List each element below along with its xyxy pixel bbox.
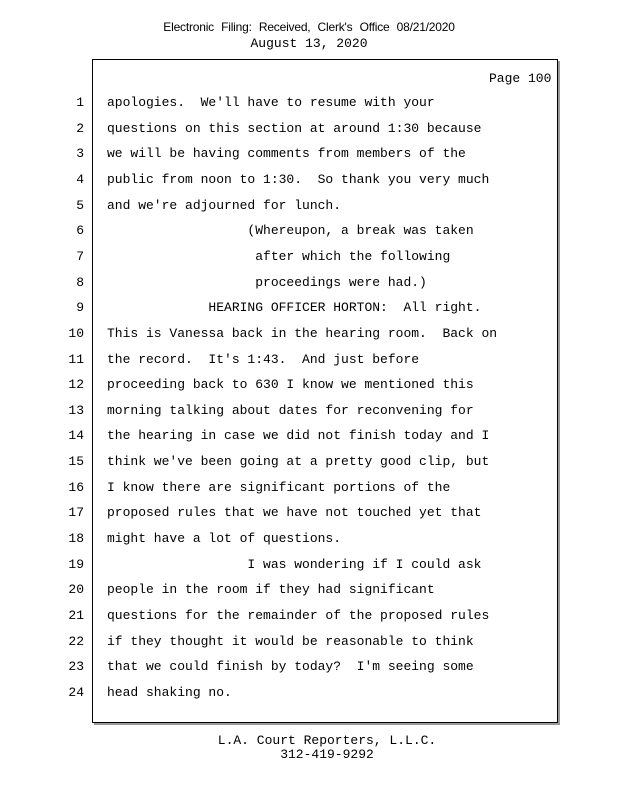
line-text: proceedings were had.)	[107, 275, 427, 290]
footer-phone: 312-419-9292	[280, 747, 374, 762]
line-text: might have a lot of questions.	[107, 531, 342, 546]
line-number: 1	[76, 95, 84, 110]
footer-company: L.A. Court Reporters, L.L.C.	[217, 733, 437, 748]
line-text: the hearing in case we did not finish today and I	[107, 428, 490, 443]
line-number: 17	[68, 505, 84, 520]
line-text: apologies. We'll have to resume with your	[107, 95, 435, 110]
line-number: 11	[68, 352, 84, 367]
line-text: public from noon to 1:30. So thank you very much	[107, 172, 490, 187]
line-text: if they thought it would be reasonable to think	[107, 634, 474, 649]
line-text: that we could finish by today? I'm seeing some	[107, 659, 474, 674]
line-text: morning talking about dates for reconvening for	[107, 403, 474, 418]
line-number: 9	[76, 300, 84, 315]
line-number: 15	[68, 454, 84, 469]
line-text: head shaking no.	[107, 685, 232, 700]
line-text: questions on this section at around 1:30 because	[107, 121, 482, 136]
line-number: 22	[68, 634, 84, 649]
line-number: 12	[68, 377, 84, 392]
line-number: 24	[68, 685, 84, 700]
line-text: I know there are significant portions of the	[107, 480, 451, 495]
line-text: HEARING OFFICER HORTON: All right.	[107, 300, 482, 315]
line-number: 21	[68, 608, 84, 623]
line-text: we will be having comments from members of the	[107, 146, 466, 161]
line-number: 5	[76, 198, 84, 213]
line-number: 8	[76, 275, 84, 290]
line-number: 13	[68, 403, 84, 418]
filing-stamp: Electronic Filing: Received, Clerk's Office 08/21/2020	[163, 20, 455, 34]
line-number: 23	[68, 659, 84, 674]
line-number: 4	[76, 172, 84, 187]
line-text: proposed rules that we have not touched yet that	[107, 505, 482, 520]
line-number: 14	[68, 428, 84, 443]
line-number: 10	[68, 326, 84, 341]
line-text: the record. It's 1:43. And just before	[107, 352, 420, 367]
line-text: proceeding back to 630 I know we mentioned this	[107, 377, 474, 392]
line-number: 18	[68, 531, 84, 546]
line-number: 3	[76, 146, 84, 161]
line-text: (Whereupon, a break was taken	[107, 223, 474, 238]
line-number: 2	[76, 121, 84, 136]
page-number: Page 100	[489, 71, 552, 86]
line-number: 16	[68, 480, 84, 495]
line-text: people in the room if they had significant	[107, 582, 435, 597]
line-text: This is Vanessa back in the hearing room. Back on	[107, 326, 498, 341]
line-number: 7	[76, 249, 84, 264]
line-number: 6	[76, 223, 84, 238]
line-text: think we've been going at a pretty good clip, but	[107, 454, 490, 469]
line-text: questions for the remainder of the proposed rules	[107, 608, 490, 623]
line-text: I was wondering if I could ask	[107, 557, 482, 572]
line-number: 20	[68, 582, 84, 597]
line-number: 19	[68, 557, 84, 572]
line-text: after which the following	[107, 249, 451, 264]
transcript-date: August 13, 2020	[250, 36, 368, 51]
line-text: and we're adjourned for lunch.	[107, 198, 342, 213]
